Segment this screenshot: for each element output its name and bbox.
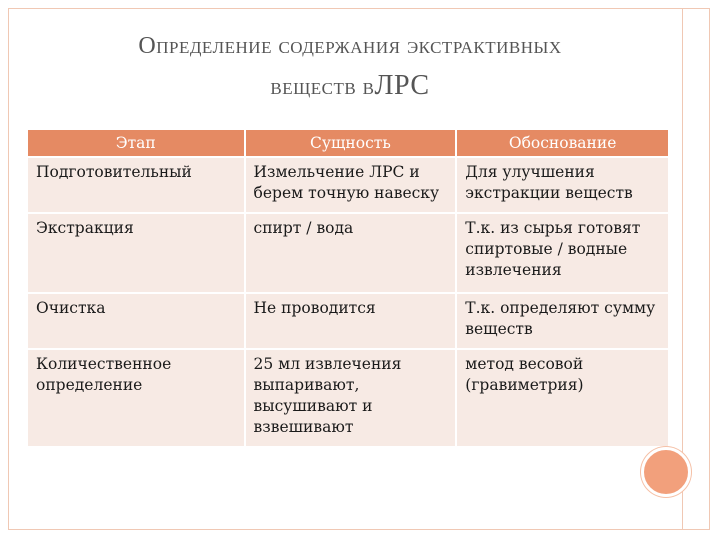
cell-stage: Подготовительный	[28, 158, 244, 212]
title-line-2-prefix: веществ в	[270, 74, 375, 100]
cell-rationale: Т.к. определяют сумму веществ	[457, 294, 668, 348]
stages-table	[26, 128, 670, 448]
cell-rationale: метод весовой (гравиметрия)	[457, 350, 668, 446]
cell-rationale: Т.к. из сырья готовят спиртовые / водные извлечения	[457, 214, 668, 292]
table-row	[28, 158, 668, 212]
header-stage: Этап	[28, 130, 244, 156]
cell-stage: Очистка	[28, 294, 244, 348]
decorative-circle	[641, 447, 691, 497]
cell-stage: Количественное определение	[28, 350, 244, 446]
cell-essence: Не проводится	[246, 294, 456, 348]
cell-essence: 25 мл извлечения выпаривают, высушивают и взвешивают	[246, 350, 456, 446]
title-line-2	[20, 66, 680, 107]
title-line-1: Определение содержания экстрактивных	[138, 33, 562, 59]
header-rationale: Обоснование	[457, 130, 668, 156]
cell-essence: спирт / вода	[246, 214, 456, 292]
slide-title	[20, 26, 680, 107]
cell-essence: Измельчение ЛРС и берем точную навеску	[246, 158, 456, 212]
table-row	[28, 350, 668, 446]
header-essence: Сущность	[246, 130, 456, 156]
frame-divider	[682, 8, 683, 530]
table-row	[28, 294, 668, 348]
cell-stage: Экстракция	[28, 214, 244, 292]
cell-rationale: Для улучшения экстракции веществ	[457, 158, 668, 212]
table-header-row	[28, 130, 668, 156]
table-row	[28, 214, 668, 292]
title-line-2-suffix: ЛРС	[374, 70, 430, 101]
